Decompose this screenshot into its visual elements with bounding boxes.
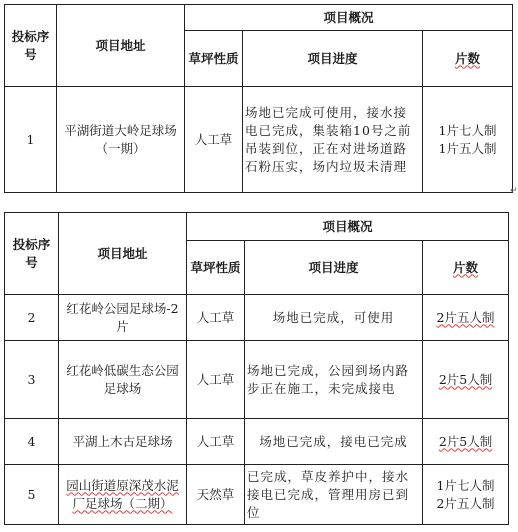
- cell-address: 平湖街道大岭足球场（一期）: [57, 87, 185, 193]
- header-progress: 项目进度: [245, 241, 423, 295]
- cell-progress: 场地已完成，可使用: [245, 295, 423, 341]
- table-row: [5, 341, 509, 419]
- pieces-line: 1片七人制: [438, 122, 497, 138]
- cell-progress: 场地已完成可使用，接水接电已完成，集装箱10号之前吊装到位，正在对进场道路石粉压实，场内垃圾未清理: [243, 87, 423, 193]
- header-bid-no: 投标序号: [5, 5, 57, 87]
- table-row: [5, 419, 509, 465]
- cell-address: 红花岭公园足球场-2片: [59, 295, 187, 341]
- header-pieces: 片数: [423, 241, 509, 295]
- cell-progress: 场地已完成，接电已完成: [245, 419, 423, 465]
- cell-pieces: [423, 87, 513, 193]
- header-bid-no: 投标序号: [5, 213, 59, 295]
- project-table-2: [4, 212, 509, 525]
- cell-turf: 人工草: [187, 295, 245, 341]
- cell-progress: 已完成，草皮养护中，接水接电已完成，管理用房已到位: [245, 465, 423, 525]
- cell-pieces: 2片5人制: [423, 341, 509, 419]
- pieces-line: 2片五人制: [436, 495, 495, 511]
- table-row: [5, 465, 509, 525]
- cell-pieces: 2片五人制: [423, 295, 509, 341]
- paragraph-mark-icon: ↵: [510, 186, 518, 196]
- cell-address: 红花岭低碳生态公园足球场: [59, 341, 187, 419]
- header-turf: 草坪性质: [187, 241, 245, 295]
- table-row: [5, 295, 509, 341]
- header-address: 项目地址: [59, 213, 187, 295]
- cell-turf: 人工草: [187, 419, 245, 465]
- header-address: 项目地址: [57, 5, 185, 87]
- header-overview: 项目概况: [187, 213, 509, 241]
- cell-pieces: [423, 465, 509, 525]
- pieces-line: 1片五人制: [438, 140, 497, 156]
- cell-bid-no: 4: [5, 419, 59, 465]
- header-pieces: 片数: [423, 31, 513, 87]
- cell-turf: 天然草: [187, 465, 245, 525]
- cell-pieces: 2片5人制: [423, 419, 509, 465]
- cell-turf: 人工草: [185, 87, 243, 193]
- cell-bid-no: 5: [5, 465, 59, 525]
- header-overview: 项目概况: [185, 5, 513, 31]
- cell-bid-no: 2: [5, 295, 59, 341]
- pieces-line: 1片七人制: [436, 477, 495, 493]
- cell-bid-no: 3: [5, 341, 59, 419]
- cell-progress: 场地已完成，公园到场内路步正在施工，未完成接电: [245, 341, 423, 419]
- project-table-1: [4, 4, 513, 193]
- cell-bid-no: 1: [5, 87, 57, 193]
- cell-turf: 人工草: [187, 341, 245, 419]
- header-turf: 草坪性质: [185, 31, 243, 87]
- cell-address: 园山街道原深茂水泥厂足球场（二期）: [59, 465, 187, 525]
- cell-address: 平湖上木古足球场: [59, 419, 187, 465]
- header-progress: 项目进度: [243, 31, 423, 87]
- table-row: [5, 87, 513, 193]
